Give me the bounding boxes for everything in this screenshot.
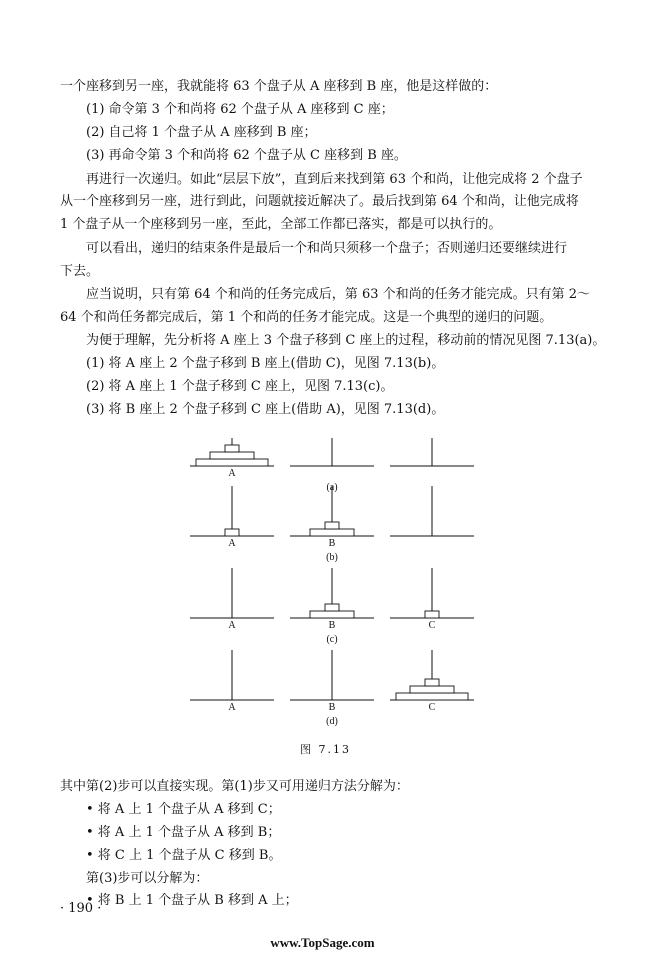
disk	[325, 604, 339, 611]
hanoi-diagram	[180, 438, 480, 750]
disk	[310, 611, 354, 618]
peg-label: B	[328, 702, 336, 713]
text-line: 1 个盘子从一个座移到另一座，至此，全部工作都已落实，都是可以执行的。	[60, 217, 502, 232]
step-line: (2) 将 A 座上 1 个盘子移到 C 座上，见图 7.13(c)。	[86, 379, 394, 394]
text-line: 一个座移到另一座，我就能将 63 个盘子从 A 座移到 B 座，他是这样做的：	[60, 79, 498, 94]
text-line: 可以看出，递归的结束条件是最后一个和尚只须移一个盘子；否则递归还要继续进行	[86, 241, 568, 256]
step-line: (1) 将 A 座上 2 个盘子移到 B 座上(借助 C)，见图 7.13(b)。	[86, 356, 445, 371]
disk	[310, 529, 354, 536]
bullet-item: • 将 A 上 1 个盘子从 A 移到 C；	[86, 802, 281, 817]
disk	[425, 611, 439, 618]
subfigure-caption: (a)	[326, 482, 338, 493]
figure-caption: 图 7.13	[300, 743, 351, 756]
page-number: · 190 ·	[60, 901, 102, 916]
disk	[425, 679, 439, 686]
subfigure-caption: (d)	[326, 716, 338, 727]
peg-label: A	[228, 620, 236, 631]
disk	[410, 686, 454, 693]
disk	[210, 452, 254, 459]
text-line: 应当说明，只有第 64 个和尚的任务完成后，第 63 个和尚的任务才能完成。只有第 2～	[86, 287, 591, 302]
text-line: 64 个和尚任务都完成后，第 1 个和尚的任务才能完成。这是一个典型的递归的问题。	[60, 310, 553, 325]
step-line: (1) 命令第 3 个和尚将 62 个盘子从 A 座移到 C 座；	[86, 102, 394, 117]
text-line: 其中第(2)步可以直接实现。第(1)步又可用递归方法分解为：	[60, 779, 409, 794]
bullet-item: • 将 A 上 1 个盘子从 A 移到 B；	[86, 825, 281, 840]
step-line: (3) 再命令第 3 个和尚将 62 个盘子从 C 座移到 B 座。	[86, 148, 407, 163]
disk	[396, 693, 468, 700]
step-line: (2) 自己将 1 个盘子从 A 座移到 B 座；	[86, 125, 317, 140]
footer-watermark: www.TopSage.com	[270, 935, 375, 950]
subfigure-caption: (c)	[326, 634, 338, 645]
peg-label: B	[328, 538, 336, 549]
text-line: 下去。	[60, 264, 100, 279]
bullet-item: • 将 B 上 1 个盘子从 B 移到 A 上；	[86, 893, 298, 908]
peg-label: A	[228, 538, 236, 549]
peg-label: C	[428, 620, 436, 631]
peg-label: A	[228, 468, 236, 479]
disk	[196, 459, 268, 466]
hanoi-figure	[180, 438, 480, 750]
disk	[325, 522, 339, 529]
step-line: (3) 将 B 座上 2 个盘子移到 C 座上(借助 A)，见图 7.13(d)。	[86, 402, 445, 417]
text-line: 从一个座移到另一座，进行到此，问题就接近解决了。最后找到第 64 个和尚，让他完成将	[60, 194, 579, 209]
peg-label: B	[328, 620, 336, 631]
peg-label: C	[428, 702, 436, 713]
bullet-item: • 将 C 上 1 个盘子从 C 移到 B。	[86, 848, 282, 863]
subfigure-caption: (b)	[326, 552, 338, 563]
peg-label: A	[228, 702, 236, 713]
disk	[225, 529, 239, 536]
text-line: 第(3)步可以分解为：	[86, 871, 209, 886]
text-line: 为便于理解，先分析将 A 座上 3 个盘子移到 C 座上的过程，移动前的情况见图 7.13(a)。	[86, 333, 606, 348]
disk	[225, 445, 239, 452]
text-line: 再进行一次递归。如此“层层下放”，直到后来找到第 63 个和尚，让他完成将 2 个盘子	[86, 172, 583, 187]
